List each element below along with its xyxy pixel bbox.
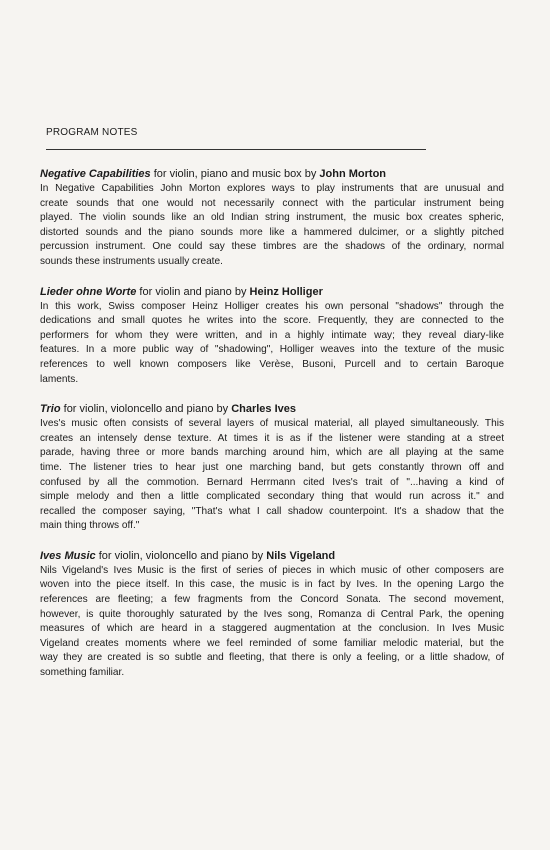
note-line: played. The violin sounds like an old Indian string instrument, the music box creates spheric,: [40, 212, 504, 224]
note-body: [40, 417, 504, 534]
note-line: confused by all the commotion. Bernard Herrmann cited Ives's trait of "...having a kind of: [40, 476, 504, 488]
note-section-holliger: [40, 285, 504, 388]
note-line: references to well known composers like Verèse, Busoni, Purcell and to certain Baroque: [40, 358, 504, 370]
page-title: PROGRAM NOTES: [46, 127, 138, 138]
work-title: Trio: [40, 403, 61, 416]
note-line: performers for whom they were written, and in a highly intimate way; they reveal diary-like: [40, 329, 504, 341]
note-line: creates an intensely dense texture. At times it is as if the listener were standing at a street: [40, 432, 504, 444]
note-heading: [40, 549, 504, 564]
note-line: Ives's music often consists of several layers of musical material, all played simultaneously. This: [40, 418, 504, 430]
note-line: In Negative Capabilities John Morton explores ways to play instruments that are unusual and: [40, 183, 504, 194]
note-line: laments.: [40, 373, 79, 385]
notes-content: [40, 167, 504, 696]
note-line: distorted sounds and the piano sounds more like a hammered dulcimer, or a slightly pitched: [40, 226, 504, 238]
instrumentation-text: for violin, violoncello and piano by: [60, 403, 232, 416]
page-header: [46, 127, 426, 139]
note-line: Vigeland creates moments where we feel reminded of some familiar melodic material, but the: [40, 637, 504, 649]
composer-name: Nils Vigeland: [266, 549, 336, 562]
work-title: Ives Music: [40, 549, 96, 562]
note-line: time. The listener tries to hear just one marching band, but gets constantly thrown off and: [40, 461, 504, 473]
note-line: references are fleeting; a few fragments from the Concord Sonata. The second movement,: [40, 594, 504, 606]
instrumentation-text: for violin and piano by: [136, 285, 250, 298]
note-line: something familiar.: [40, 667, 125, 679]
note-section-vigeland: [40, 549, 504, 681]
note-heading: [40, 167, 504, 182]
work-title: Lieder ohne Worte: [40, 285, 137, 298]
note-line: main thing throws off.": [40, 520, 140, 532]
note-line: features. In a more public way of "shadowing", Holliger weaves into the texture of the music: [40, 344, 504, 356]
note-line: sounds these instruments usually create.: [40, 255, 223, 267]
note-heading: [40, 285, 504, 300]
note-line: measures of which are heard in a staggered augmentation at the conclusion. In Ives Music: [40, 623, 504, 635]
note-line: parade, having three or more bands marching around him, which are all playing at the same: [40, 447, 504, 459]
note-body: [40, 564, 504, 681]
note-line: woven into the piece itself. In this case, the music is in fact by Ives. In the opening Largo the: [40, 579, 504, 591]
note-body: [40, 300, 504, 388]
header-divider: [46, 149, 426, 150]
note-section-ives-trio: [40, 402, 504, 534]
note-line: In this work, Swiss composer Heinz Holliger creates his own personal "shadows" through the: [40, 300, 504, 312]
work-title: Negative Capabilities: [40, 168, 151, 180]
note-line: create sounds that one would not necessarily connect with the particular instrument being: [40, 197, 504, 209]
note-section-morton: [40, 167, 504, 270]
note-line: simple melody and then a little complicated secondary thing that would run across it." and: [40, 491, 504, 503]
note-line: recalled the composer saying, "That's what I call shadow counterpoint. It's a shadow that the: [40, 505, 504, 517]
composer-name: John Morton: [319, 168, 387, 180]
note-line: percussion instrument. One could say these timbres are the shadows of the ordinary, normal: [40, 241, 504, 253]
composer-name: Charles Ives: [231, 403, 297, 416]
note-line: Nils Vigeland's Ives Music is the first of series of pieces in which music of other composers are: [40, 564, 504, 576]
note-line: dedications and small quotes he writes into the score. Frequently, they are connected to the: [40, 315, 504, 327]
note-heading: [40, 402, 504, 417]
note-line: way they are created is so subtle and fleeting, that there is only a feeling, or a little shadow, of: [40, 652, 504, 664]
composer-name: Heinz Holliger: [249, 285, 323, 298]
note-line: however, is quite thoroughly saturated by the Ives song, Romanza di Central Park, the opening: [40, 608, 504, 620]
instrumentation-text: for violin, violoncello and piano by: [95, 549, 267, 562]
instrumentation-text: for violin, piano and music box by: [150, 168, 320, 180]
note-body: [40, 182, 504, 270]
